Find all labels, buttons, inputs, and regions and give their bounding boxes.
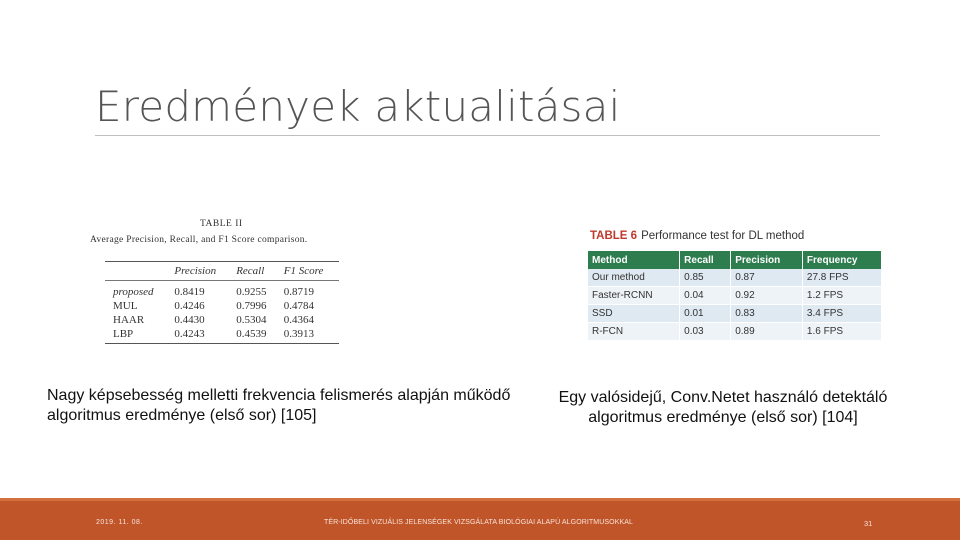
right-results-table [588, 251, 882, 341]
table-cell: 0.9255 [236, 286, 267, 298]
table-row [588, 305, 882, 323]
table-header-cell: Recall [232, 262, 280, 281]
table-cell: 0.04 [680, 287, 731, 305]
page-number: 31 [864, 519, 873, 528]
table-cell: 0.8719 [283, 286, 315, 298]
footer-date: 2019. 11. 08. [96, 519, 143, 526]
table-cell: 0.03 [680, 323, 731, 341]
table-cell: 0.85 [680, 269, 731, 287]
right-table-title-text: Performance test for DL method [641, 230, 805, 242]
table-cell: 0.4364 [283, 314, 315, 326]
table-header-cell: Precision [170, 262, 232, 281]
table-cell: 0.5304 [236, 314, 267, 326]
table-cell: 0.89 [731, 323, 803, 341]
left-caption: Nagy képsebesség melletti frekvencia felismerés alapján működő algoritmus eredménye (első sor) [105] [47, 387, 511, 424]
table-header-cell: Recall [680, 251, 731, 269]
table-cell: 1.2 FPS [802, 287, 881, 305]
right-table-title [590, 230, 804, 242]
table-cell: 0.7996 [236, 300, 267, 312]
table-header-cell: Method [588, 251, 680, 269]
table-row [105, 281, 339, 300]
left-results-table [105, 261, 339, 344]
table-cell: 27.8 FPS [802, 269, 881, 287]
table-cell: 0.92 [731, 287, 803, 305]
table-header-row [105, 262, 339, 281]
table-cell: LBP [113, 328, 134, 340]
table-header-cell [105, 262, 170, 281]
table-header-cell: Precision [731, 251, 803, 269]
table-cell: 0.4539 [236, 328, 267, 340]
right-table-label: TABLE 6 [590, 230, 638, 242]
table-cell: 1.6 FPS [802, 323, 881, 341]
table-cell: 0.4430 [174, 314, 205, 326]
table-row [105, 313, 339, 327]
table-cell: 0.01 [680, 305, 731, 323]
table-cell: MUL [113, 300, 138, 312]
left-table-title: TABLE II [200, 219, 243, 229]
table-cell: 0.4243 [174, 328, 205, 340]
table-cell: R-FCN [588, 323, 680, 341]
table-header-cell: F1 Score [280, 262, 339, 281]
footer-accent-line [0, 498, 960, 501]
table-row [105, 299, 339, 313]
table-header-row [588, 251, 882, 269]
right-caption: Egy valósidejű, Conv.Netet használó detektáló algoritmus eredménye (első sor) [104] [558, 389, 888, 426]
table-cell: 0.87 [731, 269, 803, 287]
left-table-caption: Average Precision, Recall, and F1 Score comparison. [90, 235, 308, 245]
table-cell: 0.3913 [283, 328, 315, 340]
table-cell: 0.8419 [174, 286, 205, 298]
table-row [588, 323, 882, 341]
table-cell: SSD [588, 305, 680, 323]
table-cell: 0.4784 [283, 300, 315, 312]
table-cell: proposed [113, 286, 154, 298]
table-row [588, 269, 882, 287]
title-divider [95, 135, 880, 136]
table-cell: Faster-RCNN [588, 287, 680, 305]
table-cell: HAAR [113, 314, 145, 326]
table-cell: 3.4 FPS [802, 305, 881, 323]
slide-title: Eredmények aktualitásai [95, 82, 621, 131]
table-cell: Our method [588, 269, 680, 287]
table-row [105, 327, 339, 344]
footer-title: TÉR-IDŐBELI VIZUÁLIS JELENSÉGEK VIZSGÁLATA BIOLÓGIAI ALAPÚ ALGORITMUSOKKAL [324, 519, 634, 526]
table-cell: 0.83 [731, 305, 803, 323]
table-header-cell: Frequency [802, 251, 881, 269]
table-row [588, 287, 882, 305]
table-cell: 0.4246 [174, 300, 205, 312]
